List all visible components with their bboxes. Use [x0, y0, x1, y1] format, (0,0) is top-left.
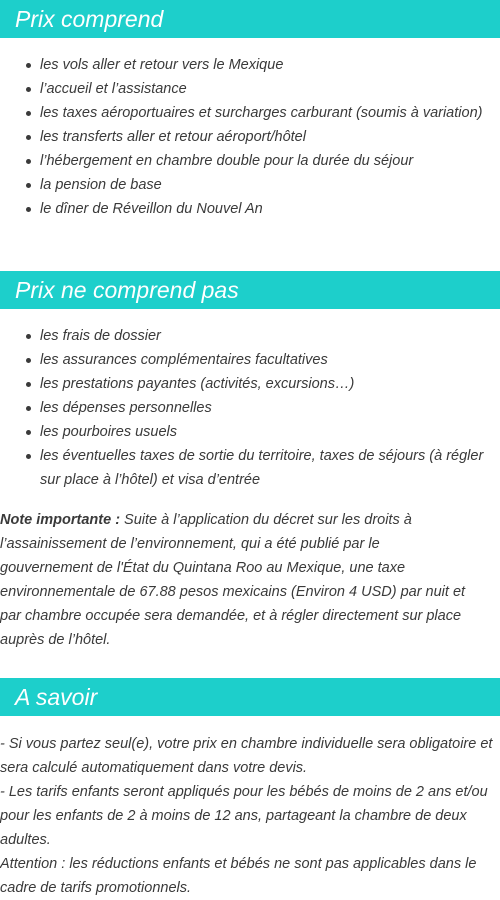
list-item-text: les assurances complémentaires facultatives [40, 352, 328, 368]
list-item-text: le dîner de Réveillon du Nouvel An [40, 201, 263, 217]
bullet-icon [26, 430, 31, 435]
list-item-text: les dépenses personnelles [40, 400, 212, 416]
note-label: Note importante : [0, 512, 121, 528]
bullet-icon [26, 63, 31, 68]
list-item-text: les prestations payantes (activités, excursions…) [40, 376, 355, 392]
list-item-text: l’accueil et l’assistance [40, 81, 187, 97]
bullet-icon [26, 159, 31, 164]
important-note [0, 508, 472, 652]
section-title: Prix ne comprend pas [15, 277, 239, 303]
list-item [0, 197, 500, 221]
included-list [0, 53, 500, 221]
section-title: Prix comprend [15, 6, 164, 32]
info-line: Attention : les réductions enfants et bébés ne sont pas applicables dans le cadre de tarifs promotionnels. [0, 856, 477, 896]
excluded-list [0, 324, 500, 492]
list-item [0, 173, 500, 197]
list-item [0, 444, 500, 492]
note-text: Suite à l’application du décret sur les droits à l’assainissement de l’environnement, qui a été publié par le gouvernement de l'État du Quintana Roo au Mexique, une taxe environnementale de 67.88 pesos mexicains (Environ 4 USD) par nuit et par chambre occupée sera demandée, et à régler directement sur place auprès de l’hôtel. [0, 512, 466, 648]
list-item-text: les vols aller et retour vers le Mexique [40, 57, 284, 73]
bullet-icon [26, 454, 31, 459]
list-item [0, 101, 500, 125]
bullet-icon [26, 183, 31, 188]
info-line: - Les tarifs enfants seront appliqués pour les bébés de moins de 2 ans et/ou pour les enfants de 2 à moins de 12 ans, partageant la chambre de deux adultes. [0, 784, 488, 848]
bullet-icon [26, 406, 31, 411]
list-item [0, 396, 500, 420]
section-header-a-savoir [0, 678, 500, 716]
section-title: A savoir [15, 684, 98, 710]
list-item-text: les transferts aller et retour aéroport/hôtel [40, 129, 306, 145]
list-item-text: les taxes aéroportuaires et surcharges carburant (soumis à variation) [40, 105, 483, 121]
list-item-text: les frais de dossier [40, 328, 161, 344]
list-item [0, 149, 500, 173]
info-line: - Si vous partez seul(e), votre prix en chambre individuelle sera obligatoire et sera calculé automatiquement dans votre devis. [0, 736, 493, 776]
bullet-icon [26, 382, 31, 387]
list-item [0, 348, 500, 372]
list-item [0, 324, 500, 348]
list-item-text: les pourboires usuels [40, 424, 178, 440]
list-item [0, 420, 500, 444]
a-savoir-content [0, 732, 500, 900]
list-item [0, 372, 500, 396]
section-header-prix-ne-comprend-pas [0, 271, 500, 309]
bullet-icon [26, 135, 31, 140]
bullet-icon [26, 87, 31, 92]
list-item-text: la pension de base [40, 177, 162, 193]
bullet-icon [26, 358, 31, 363]
bullet-icon [26, 207, 31, 212]
list-item [0, 53, 500, 77]
bullet-icon [26, 111, 31, 116]
list-item [0, 77, 500, 101]
list-item-text: les éventuelles taxes de sortie du territoire, taxes de séjours (à régler sur place à l’hôtel) et visa d’entrée [40, 448, 484, 488]
bullet-icon [26, 334, 31, 339]
list-item-text: l’hébergement en chambre double pour la durée du séjour [40, 153, 414, 169]
section-header-prix-comprend [0, 0, 500, 38]
list-item [0, 125, 500, 149]
